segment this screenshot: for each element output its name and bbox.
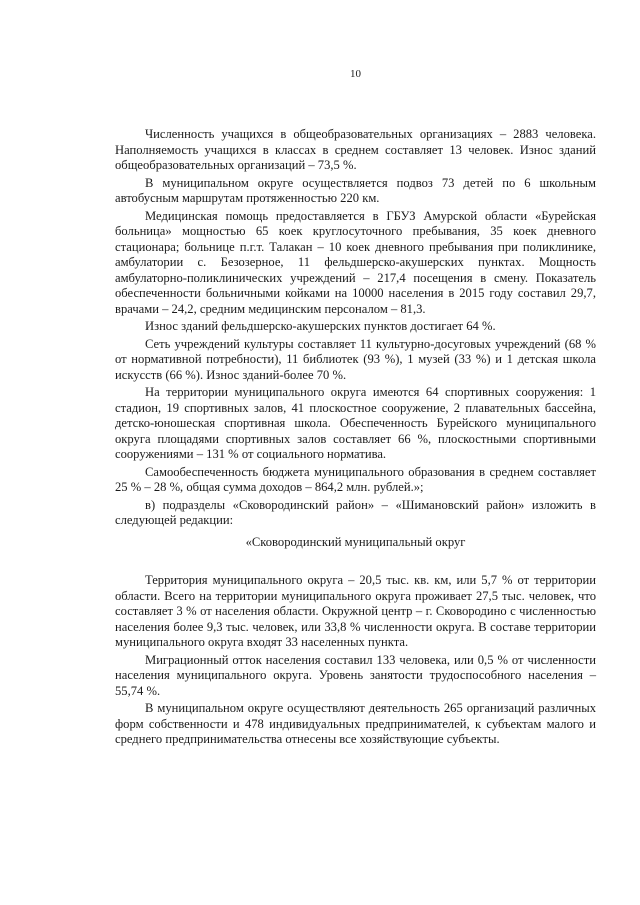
page-number: 10 — [350, 68, 361, 80]
paragraph-amendment: в) подразделы «Сковородинский район» – «Шимановский район» изложить в следующей редакции: — [115, 497, 596, 527]
paragraph-budget: Самообеспеченность бюджета муниципального образования в среднем составляет 25 % – 28 %, общая сумма доходов – 864,2 млн. рублей.»; — [115, 464, 596, 494]
paragraph-fap-wear: Износ зданий фельдшерско-акушерских пунктов достигает 64 %. — [145, 319, 496, 333]
paragraph-territory: Территория муниципального округа – 20,5 тыс. кв. км, или 5,7 % от территории области. Всего на территории муниципального округа проживает 27,5 тыс. человек, что составляет 3 % от населения области. Окружной центр – г. Сковородино с численностью населения более 9,3 тыс. человек, или 33,8 % численности округа. В составе территории муниципального округа входят 33 населенных пункта. — [115, 573, 596, 649]
paragraph-students: Численность учащихся в общеобразовательных организациях – 2883 человека. Наполняемость учащихся в классах в среднем составляет 13 человек. Износ зданий общеобразовательных организаций – 73,5 %. — [115, 127, 596, 172]
paragraph-culture: Сеть учреждений культуры составляет 11 культурно-досуговых учреждений (68 % от нормативной потребности), 11 библиотек (93 %), 1 музей (33 %) и 1 детская школа искусств (66 %). Износ зданий-более 70 %. — [115, 336, 596, 382]
text-block-lower — [115, 573, 596, 748]
section-heading: «Сковородинский муниципальный округ — [245, 534, 466, 549]
paragraph-migration: Миграционный отток населения составил 133 человека, или 0,5 % от численности населения муниципального округа. Уровень занятости трудоспособного населения – 55,74 %. — [115, 652, 596, 698]
paragraph-school-bus: В муниципальном округе осуществляется подвоз 73 детей по 6 школьным автобусным маршрутам протяженностью 220 км. — [115, 175, 596, 205]
paragraph-medical: Медицинская помощь предоставляется в ГБУЗ Амурской области «Бурейская больница» мощностью 65 коек круглосуточного пребывания, 35 коек дневного стационара; больнице п.г.т. Талакан – 10 коек дневного пребывания при поликлинике, амбулатории с. Безозерное, 11 фельдшерско-акушерских пунктах. Мощность амбулаторно-поликлинических учреждений – 217,4 посещения в смену. Показатель обеспеченности больничными койками на 10000 населения в 2015 году составил 29,7, врачами – 24,2, средним медицинским персоналом – 81,3. — [115, 208, 596, 316]
paragraph-organizations: В муниципальном округе осуществляют деятельность 265 организаций различных форм собственности и 478 индивидуальных предпринимателей, к субъектам малого и среднего предпринимательства отнесены все хозяйствующие субъекты. — [115, 701, 596, 746]
paragraph-sports: На территории муниципального округа имеются 64 спортивных сооружения: 1 стадион, 19 спортивных залов, 41 плоскостное сооружение, 2 плавательных бассейна, детско-юношеская спортивная школа. Обеспеченность Бурейского муниципального округа площадями спортивных залов составляет 66 %, плоскостными спортивными сооружениями – 131 % от социального норматива. — [115, 385, 596, 461]
text-block-upper — [115, 127, 596, 529]
